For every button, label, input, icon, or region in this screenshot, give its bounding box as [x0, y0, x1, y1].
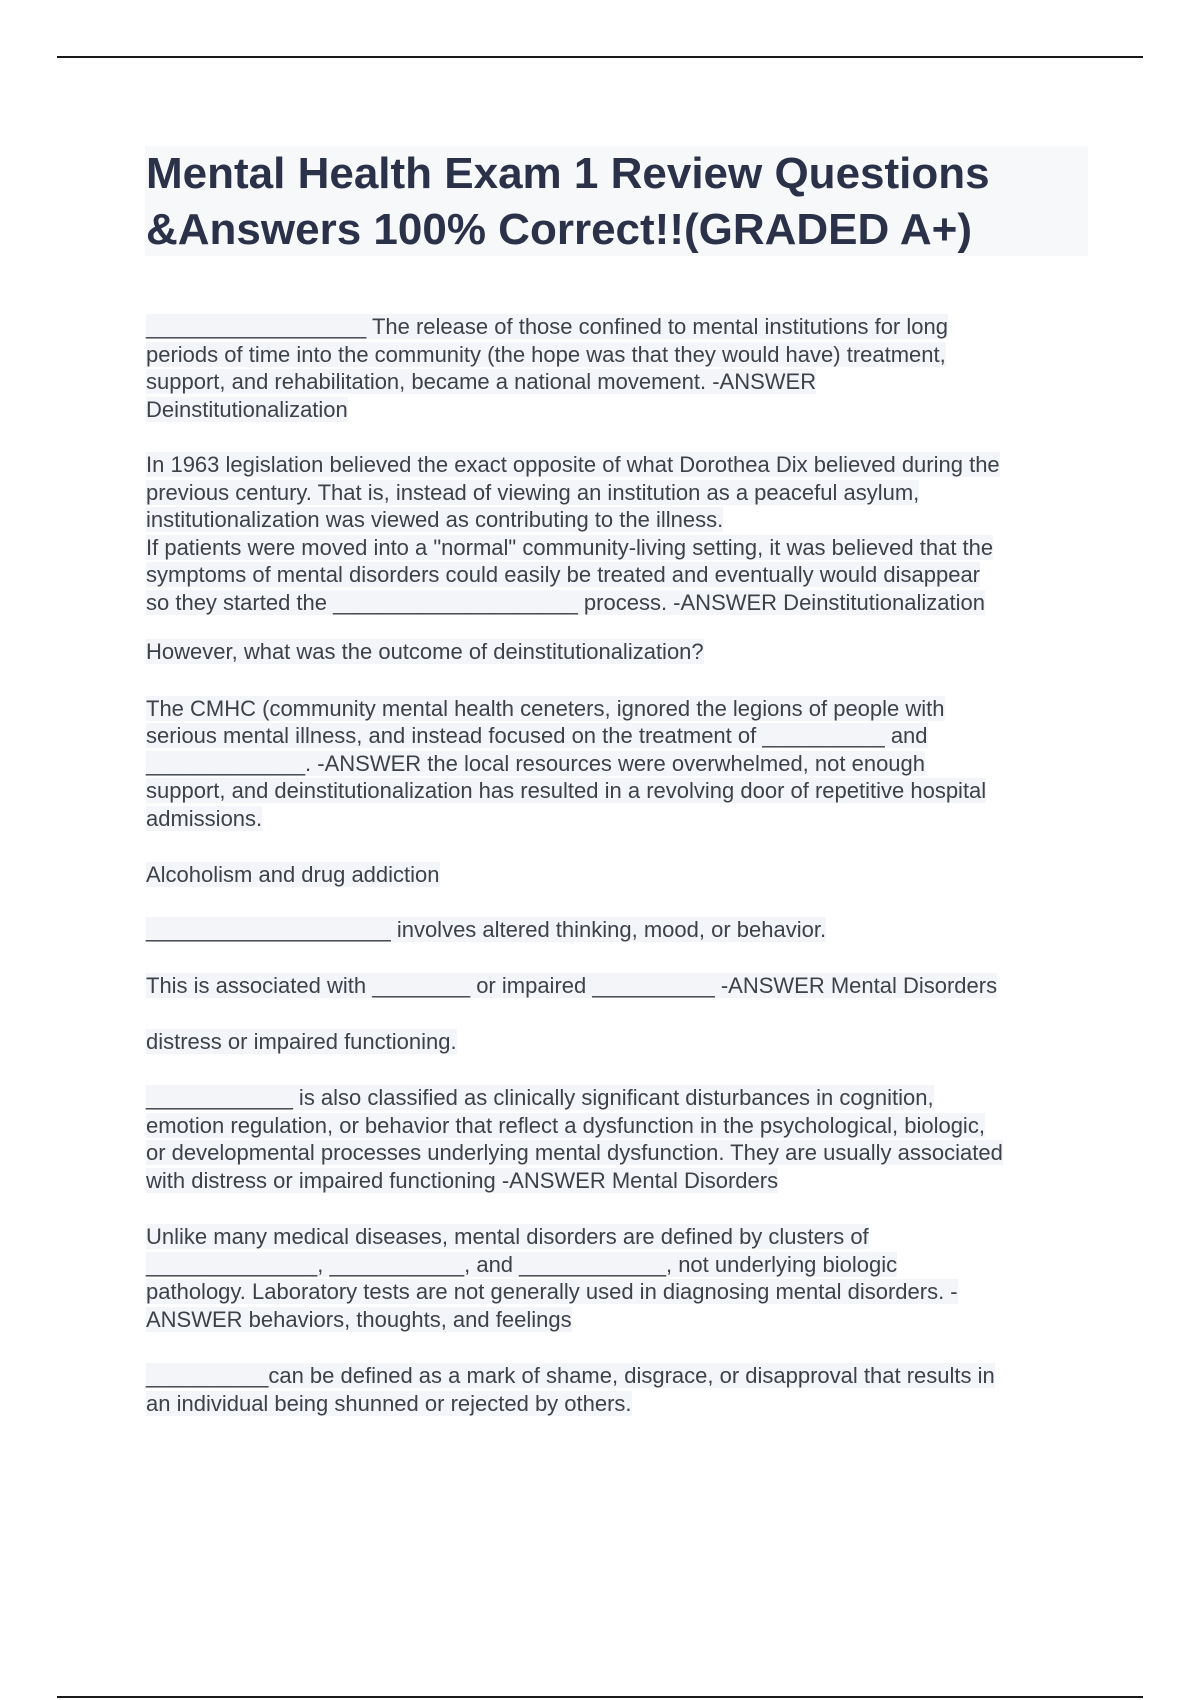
paragraph-text: Unlike many medical diseases, mental disorders are defined by clusters of ______________, ___________, and ____________, not underlying biologic pathology. Laboratory tests are not generally used in diagnosing mental disorders. - ANSWER behaviors, thoughts, and feelings: [146, 1224, 958, 1332]
paragraph-text: __________________ The release of those confined to mental institutions for long periods of time into the community (the hope was that they would have) treatment, support, and rehabilitation, became a national movement. -ANSWER Deinstitutionalization: [146, 314, 948, 422]
answer-distress: [146, 1028, 1096, 1056]
paragraph-text: ____________ is also classified as clinically significant disturbances in cognition, emotion regulation, or behavior that reflect a dysfunction in the psychological, biologic, or developmental processes underlying mental dysfunction. They are usually associated with distress or impaired functioning -ANSWER Mental Disorders: [146, 1085, 1003, 1193]
qa-clinically-significant: [146, 1084, 1096, 1194]
question-outcome: [146, 638, 1096, 666]
paragraph-text: This is associated with ________ or impaired __________ -ANSWER Mental Disorders: [146, 973, 998, 998]
title-line-2: &Answers 100% Correct!!(GRADED A+): [146, 205, 973, 254]
qa-cmhc: [146, 695, 1096, 833]
document-body: [146, 313, 1096, 1417]
question-stigma: [146, 1362, 1096, 1417]
qa-clusters: [146, 1223, 1096, 1333]
paragraph-text: __________can be defined as a mark of shame, disgrace, or disapproval that results in an individual being shunned or rejected by others.: [146, 1363, 995, 1416]
paragraph-text: Alcoholism and drug addiction: [146, 862, 440, 887]
question-altered-thinking: [146, 916, 1096, 944]
paragraph-text: However, what was the outcome of deinstitutionalization?: [146, 639, 704, 664]
bottom-divider: [57, 1696, 1143, 1698]
paragraph-text: ____________________ involves altered thinking, mood, or behavior.: [146, 916, 827, 942]
paragraph-text: In 1963 legislation believed the exact opposite of what Dorothea Dix believed during the previous century. That is, instead of viewing an institution as a peaceful asylum, institutionalization was viewed as contributing to the illness. If patients were moved into a "normal" community-living setting, it was believed that the symptoms of mental disorders could easily be treated and eventually would disappear so they started the ____________________ process. -ANSWER Deinstitutionalization: [146, 452, 1000, 615]
title-line-1: Mental Health Exam 1 Review Questions: [146, 149, 990, 198]
qa-1963-legislation: [146, 451, 1096, 616]
document-title: [146, 146, 1086, 258]
top-divider: [57, 56, 1143, 58]
paragraph-text: The CMHC (community mental health ceneters, ignored the legions of people with serious mental illness, and instead focused on the treatment of __________ and _____________. -ANSWER the local resources were overwhelmed, not enough support, and deinstitutionalization has resulted in a revolving door of repetitive hospital admissions.: [146, 695, 987, 831]
qa-deinstitutionalization-definition: [146, 313, 1096, 423]
paragraph-text: distress or impaired functioning.: [146, 1028, 457, 1054]
qa-associated-with: [146, 972, 1096, 1000]
answer-alcoholism: [146, 861, 1096, 889]
